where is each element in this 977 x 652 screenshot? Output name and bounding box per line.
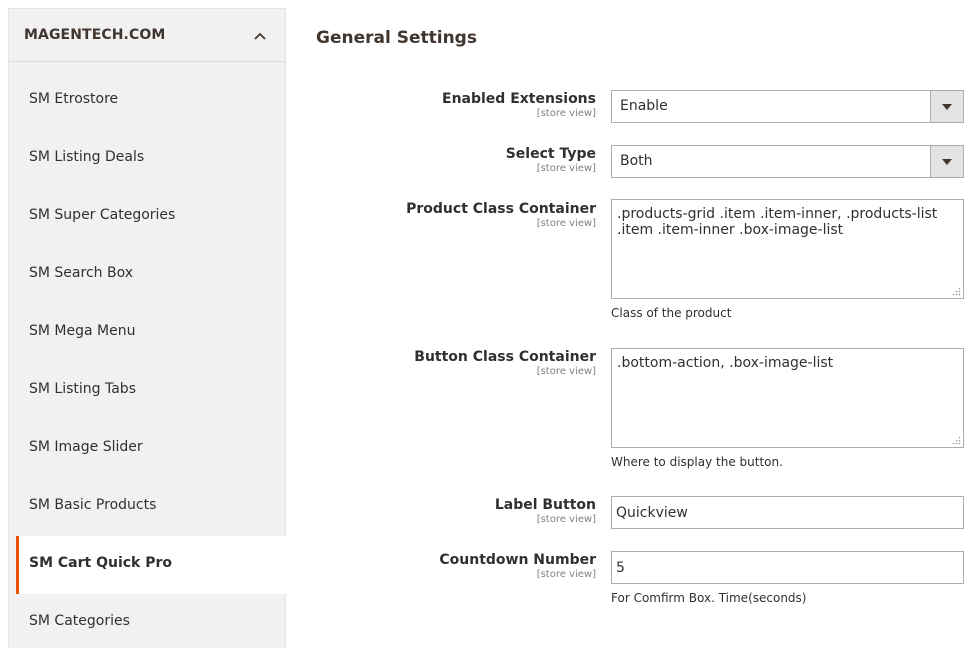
field-label-text: Label Button xyxy=(494,497,596,513)
textarea-value: .products-grid .item .item-inner, .products-list .item .item-inner .box-image-list xyxy=(617,206,938,238)
field-note: Class of the product xyxy=(611,306,732,320)
select-value: Both xyxy=(620,153,653,169)
sidebar-item-sm-image-slider[interactable] xyxy=(9,420,285,478)
field-label-text: Product Class Container xyxy=(406,201,596,217)
sidebar-item-sm-categories[interactable] xyxy=(9,594,285,652)
select-type-select[interactable] xyxy=(611,145,964,178)
scope-label: [store view] xyxy=(536,218,596,229)
sidebar-item-label: SM Super Categories xyxy=(29,207,176,223)
field-label-text: Button Class Container xyxy=(414,349,596,365)
sidebar xyxy=(8,8,286,648)
caret-down-icon xyxy=(942,104,952,110)
field-label xyxy=(296,497,596,526)
caret-down-icon xyxy=(942,159,952,165)
sidebar-item-label: SM Categories xyxy=(29,613,130,629)
select-value: Enable xyxy=(620,98,668,114)
sidebar-item-label: SM Search Box xyxy=(29,265,133,281)
input-value: 5 xyxy=(616,560,625,576)
product-class-container-textarea[interactable] xyxy=(611,199,964,299)
sidebar-item-sm-etrostore[interactable] xyxy=(9,72,285,130)
sidebar-item-sm-search-box[interactable] xyxy=(9,246,285,304)
select-toggle[interactable] xyxy=(930,91,963,122)
sidebar-item-sm-basic-products[interactable] xyxy=(9,478,285,536)
sidebar-item-sm-listing-tabs[interactable] xyxy=(9,362,285,420)
label-button-input[interactable] xyxy=(611,496,964,529)
field-label xyxy=(296,349,596,378)
sidebar-list xyxy=(9,72,285,652)
input-value: Quickview xyxy=(616,505,688,521)
resize-grip-icon[interactable] xyxy=(952,436,961,445)
sidebar-item-label: SM Listing Deals xyxy=(29,149,145,165)
enabled-extensions-select[interactable] xyxy=(611,90,964,123)
scope-label: [store view] xyxy=(536,163,596,174)
select-toggle[interactable] xyxy=(930,146,963,177)
field-label xyxy=(296,552,596,581)
settings-panel xyxy=(316,0,977,636)
field-label-text: Select Type xyxy=(505,146,596,162)
scope-label: [store view] xyxy=(536,366,596,377)
countdown-number-input[interactable] xyxy=(611,551,964,584)
sidebar-item-sm-cart-quick-pro[interactable] xyxy=(16,536,294,594)
scope-label: [store view] xyxy=(536,108,596,119)
page-title: General Settings xyxy=(316,28,477,48)
sidebar-item-sm-super-categories[interactable] xyxy=(9,188,285,246)
sidebar-section-title: MAGENTECH.COM xyxy=(24,27,166,43)
button-class-container-textarea[interactable] xyxy=(611,348,964,448)
sidebar-item-label: SM Cart Quick Pro xyxy=(29,555,173,571)
textarea-value: .bottom-action, .box-image-list xyxy=(617,355,834,371)
scope-label: [store view] xyxy=(536,514,596,525)
sidebar-item-label: SM Image Slider xyxy=(29,439,143,455)
sidebar-item-label: SM Listing Tabs xyxy=(29,381,136,397)
field-label xyxy=(296,146,596,175)
sidebar-item-label: SM Basic Products xyxy=(29,497,157,513)
field-note: Where to display the button. xyxy=(611,455,783,469)
sidebar-item-label: SM Mega Menu xyxy=(29,323,136,339)
sidebar-section-header[interactable] xyxy=(9,9,285,62)
chevron-up-icon[interactable] xyxy=(253,29,267,43)
field-note: For Comfirm Box. Time(seconds) xyxy=(611,591,807,605)
sidebar-item-sm-mega-menu[interactable] xyxy=(9,304,285,362)
resize-grip-icon[interactable] xyxy=(952,287,961,296)
field-label-text: Countdown Number xyxy=(439,552,596,568)
sidebar-item-sm-listing-deals[interactable] xyxy=(9,130,285,188)
field-label xyxy=(296,201,596,230)
scope-label: [store view] xyxy=(536,569,596,580)
field-label-text: Enabled Extensions xyxy=(442,91,596,107)
field-label xyxy=(296,91,596,120)
sidebar-item-label: SM Etrostore xyxy=(29,91,119,107)
